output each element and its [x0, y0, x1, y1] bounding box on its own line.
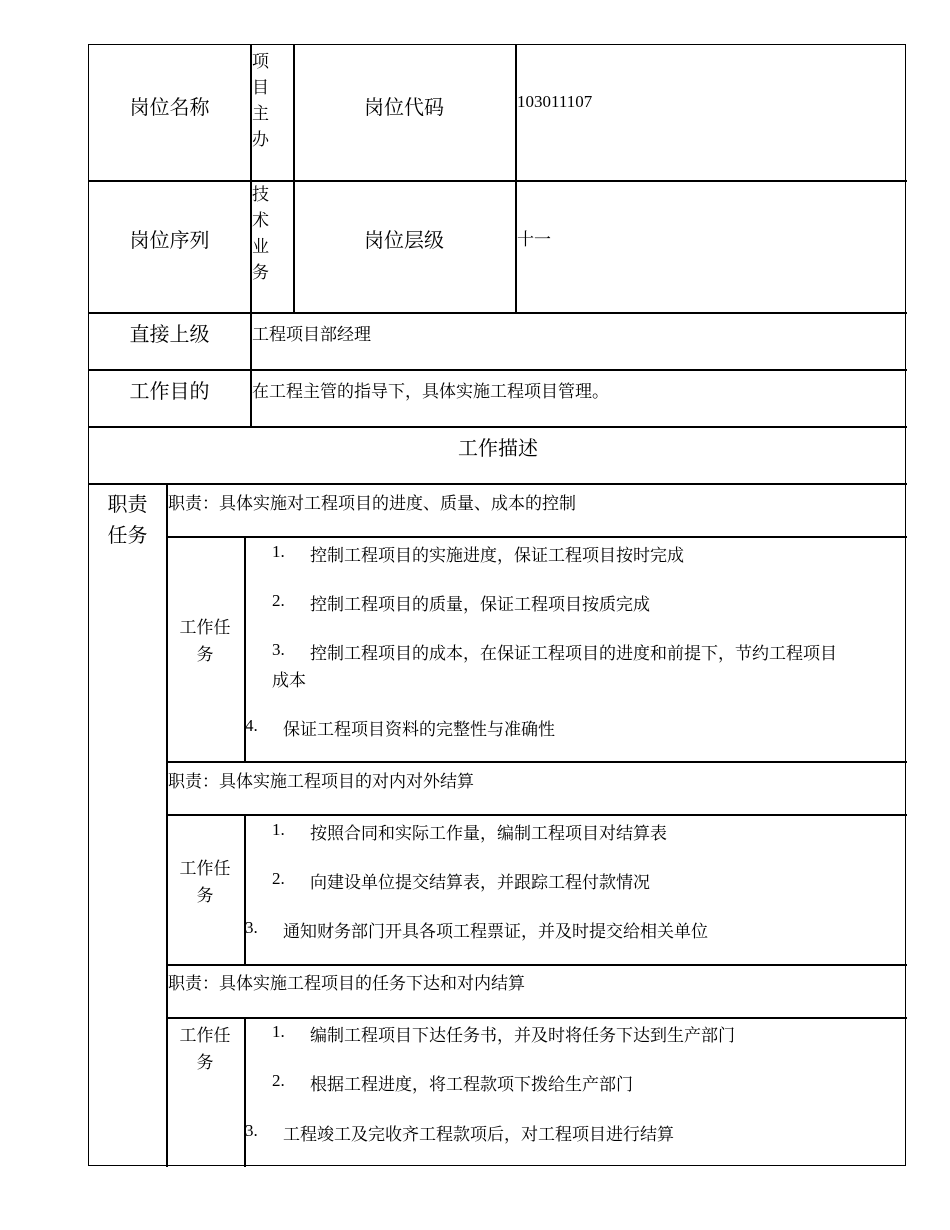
- duty-side-label-2: 任务: [107, 523, 148, 547]
- task-number: 3.: [245, 918, 258, 937]
- task-text: 保证工程项目资料的完整性与准确性: [283, 720, 555, 740]
- task-text: 向建设单位提交结算表，并跟踪工程付款情况: [310, 873, 650, 893]
- post-level-label: 岗位层级: [364, 228, 444, 252]
- post-code-label: 岗位代码: [364, 95, 444, 119]
- task-number: 2.: [272, 1071, 285, 1090]
- task-text: 通知财务部门开具各项工程票证，并及时提交给相关单位: [283, 922, 708, 942]
- task-number: 3.: [272, 640, 285, 659]
- task-number: 3.: [245, 1121, 258, 1140]
- job-description-table: [88, 44, 906, 1166]
- purpose-value: 在工程主管的指导下，具体实施工程项目管理。: [252, 382, 609, 402]
- purpose-label: 工作目的: [129, 379, 210, 403]
- task-label-b: 务: [196, 645, 214, 665]
- duty-title: 职责：具体实施工程项目的任务下达和对内结算: [168, 974, 525, 994]
- task-label-a: 工作任: [179, 618, 231, 638]
- task-text: 控制工程项目的实施进度，保证工程项目按时完成: [310, 546, 684, 566]
- task-number: 2.: [272, 591, 285, 610]
- superior-value: 工程项目部经理: [252, 325, 371, 345]
- task-number: 1.: [272, 1022, 285, 1041]
- post-name-label: 岗位名称: [129, 95, 210, 119]
- task-label-a: 工作任: [179, 859, 231, 879]
- task-text: 控制工程项目的成本，在保证工程项目的进度和前提下，节约工程项目: [310, 644, 837, 664]
- task-number: 1.: [272, 820, 285, 839]
- task-label-b: 务: [196, 886, 214, 906]
- task-number: 1.: [272, 542, 285, 561]
- post-code-value: 103011107: [517, 92, 593, 111]
- task-text: 工程竣工及完收齐工程款项后，对工程项目进行结算: [283, 1125, 674, 1145]
- duty-title: 职责：具体实施对工程项目的进度、质量、成本的控制: [168, 494, 576, 514]
- post-level-value: 十一: [517, 230, 551, 250]
- task-number: 4.: [245, 716, 258, 735]
- post-series-value: 技术业务: [252, 185, 269, 283]
- task-text: 控制工程项目的质量，保证工程项目按质完成: [310, 595, 650, 615]
- task-text: 按照合同和实际工作量，编制工程项目对结算表: [310, 824, 667, 844]
- task-text: 根据工程进度，将工程款项下拨给生产部门: [310, 1075, 633, 1095]
- task-number: 2.: [272, 869, 285, 888]
- description-title: 工作描述: [458, 436, 538, 460]
- task-label-b: 务: [196, 1053, 214, 1073]
- superior-label: 直接上级: [129, 322, 210, 346]
- post-name-value: 项目主办: [252, 52, 269, 150]
- task-text: 编制工程项目下达任务书，并及时将任务下达到生产部门: [310, 1026, 735, 1046]
- task-text-continued: 成本: [272, 671, 306, 691]
- duty-side-label-1: 职责: [107, 492, 148, 516]
- post-series-label: 岗位序列: [129, 228, 210, 252]
- task-label-a: 工作任: [179, 1026, 231, 1046]
- duty-title: 职责：具体实施工程项目的对内对外结算: [168, 772, 474, 792]
